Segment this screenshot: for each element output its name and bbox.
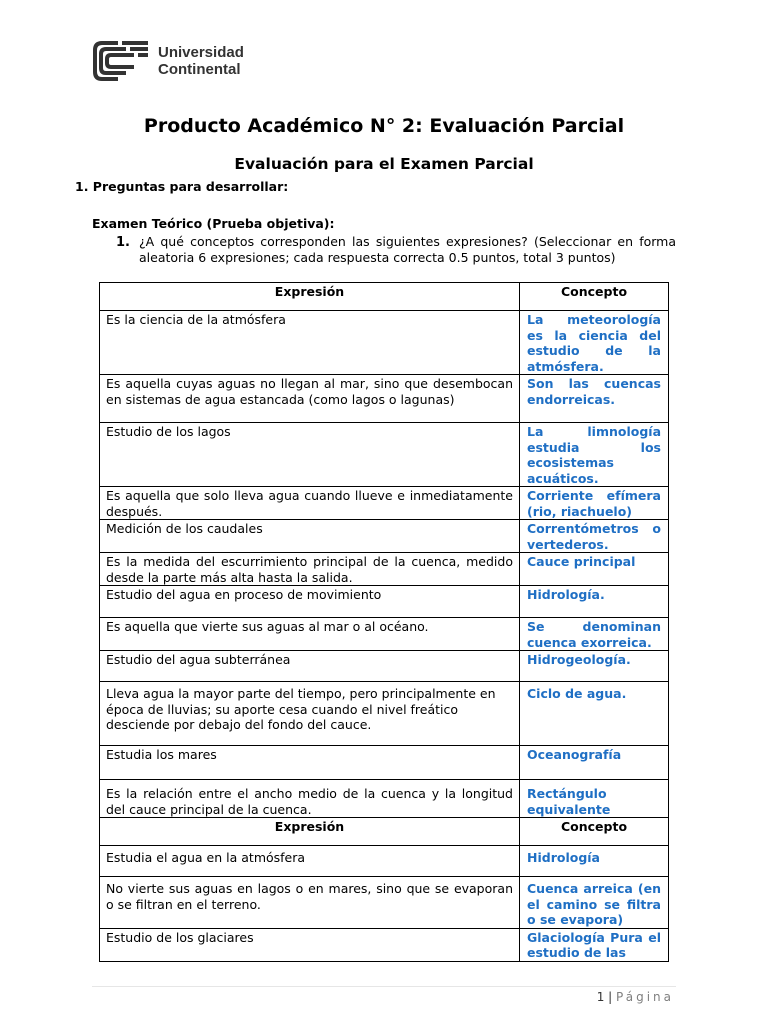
- expression-cell: Medición de los caudales: [100, 520, 520, 553]
- expression-cell: Estudio del agua en proceso de movimiento: [100, 586, 520, 618]
- expression-cell: Estudio de los lagos: [100, 423, 520, 487]
- table-row: [100, 846, 669, 877]
- header-expresion: Expresión: [100, 818, 520, 846]
- page-label: Página: [616, 990, 674, 1004]
- concept-cell: Son las cuencas endorreicas.: [520, 375, 669, 423]
- subsection-heading: Examen Teórico (Prueba objetiva):: [92, 216, 335, 231]
- table-header-row: [100, 283, 669, 311]
- table-row: [100, 375, 669, 423]
- page-number: 1: [596, 990, 605, 1004]
- concept-cell: Rectángulo equivalente: [520, 780, 669, 818]
- concept-cell: Oceanografía: [520, 746, 669, 780]
- expression-line: desciende por debajo del fondo del cauce.: [106, 717, 372, 732]
- concept-cell: Ciclo de agua.: [520, 682, 669, 746]
- expression-cell: Es la ciencia de la atmósfera: [100, 311, 520, 375]
- expression-concept-table: [99, 282, 669, 962]
- concept-cell: Correntómetros o vertederos.: [520, 520, 669, 553]
- table-row: [100, 746, 669, 780]
- header-concepto: Concepto: [520, 818, 669, 846]
- concept-cell: Cuenca arreica (en el camino se filtra o se evapora): [520, 877, 669, 929]
- expression-cell: Es la medida del escurrimiento principal de la cuenca, medido desde la parte más alta hasta la salida.: [100, 553, 520, 586]
- concept-cell: Corriente efímera (rio, riachuelo): [520, 487, 669, 520]
- document-subtitle: Evaluación para el Examen Parcial: [234, 155, 534, 173]
- table-row: [100, 520, 669, 553]
- expression-cell: Es aquella que solo lleva agua cuando llueve e inmediatamente después.: [100, 487, 520, 520]
- concept-cell: Hidrogeología.: [520, 651, 669, 682]
- concept-cell: La limnología estudia los ecosistemas acuáticos.: [520, 423, 669, 487]
- table-row: [100, 553, 669, 586]
- logo-mark-icon: [92, 40, 150, 82]
- table-row: [100, 618, 669, 651]
- concept-cell: La meteorología es la ciencia del estudio de la atmósfera.: [520, 311, 669, 375]
- expression-cell: No vierte sus aguas en lagos o en mares, sino que se evaporan o se filtran en el terreno.: [100, 877, 520, 929]
- concept-cell: Cauce principal: [520, 553, 669, 586]
- page-footer: [597, 990, 674, 1004]
- question-number: 1.: [116, 235, 130, 250]
- expression-cell: [100, 682, 520, 746]
- logo-line-2: Continental: [158, 61, 241, 78]
- expression-cell: Estudio del agua subterránea: [100, 651, 520, 682]
- expression-cell: Estudio de los glaciares: [100, 928, 520, 961]
- footer-divider: [92, 986, 676, 987]
- logo-line-1: Universidad: [158, 44, 244, 61]
- table-row: [100, 423, 669, 487]
- table-row: [100, 586, 669, 618]
- concept-cell: Se denominan cuenca exorreica.: [520, 618, 669, 651]
- header-concepto: Concepto: [520, 283, 669, 311]
- table-row: [100, 877, 669, 929]
- table-row: [100, 928, 669, 961]
- table-row: [100, 651, 669, 682]
- concept-cell: Hidrología: [520, 846, 669, 877]
- expression-cell: Es la relación entre el ancho medio de la cuenca y la longitud del cauce principal de la cuenca.: [100, 780, 520, 818]
- table-row: [100, 780, 669, 818]
- expression-cell: Es aquella que vierte sus aguas al mar o al océano.: [100, 618, 520, 651]
- table-header-row: [100, 818, 669, 846]
- section-heading: 1. Preguntas para desarrollar:: [75, 179, 289, 194]
- expression-cell: Estudia el agua en la atmósfera: [100, 846, 520, 877]
- logo-text: [158, 44, 244, 78]
- expression-cell: Estudia los mares: [100, 746, 520, 780]
- header-expresion: Expresión: [100, 283, 520, 311]
- document-title: Producto Académico N° 2: Evaluación Parcial: [143, 115, 625, 137]
- expression-line: Lleva agua la mayor parte del tiempo, pero principalmente en época de lluvias; su aporte cesa cuando el nivel freático: [106, 686, 496, 717]
- expression-cell: Es aquella cuyas aguas no llegan al mar, sino que desembocan en sistemas de agua estancada (como lagos o lagunas): [100, 375, 520, 423]
- concept-cell: Hidrología.: [520, 586, 669, 618]
- question-text: ¿A qué conceptos corresponden las siguientes expresiones? (Seleccionar en forma aleatoria 6 expresiones; cada respuesta correcta 0.5 puntos, total 3 puntos): [139, 234, 676, 265]
- concept-cell: Glaciología Pura el estudio de las: [520, 928, 669, 961]
- table-row: [100, 682, 669, 746]
- university-logo: [92, 40, 244, 82]
- footer-separator: |: [608, 990, 613, 1004]
- table-row: [100, 311, 669, 375]
- table-row: [100, 487, 669, 520]
